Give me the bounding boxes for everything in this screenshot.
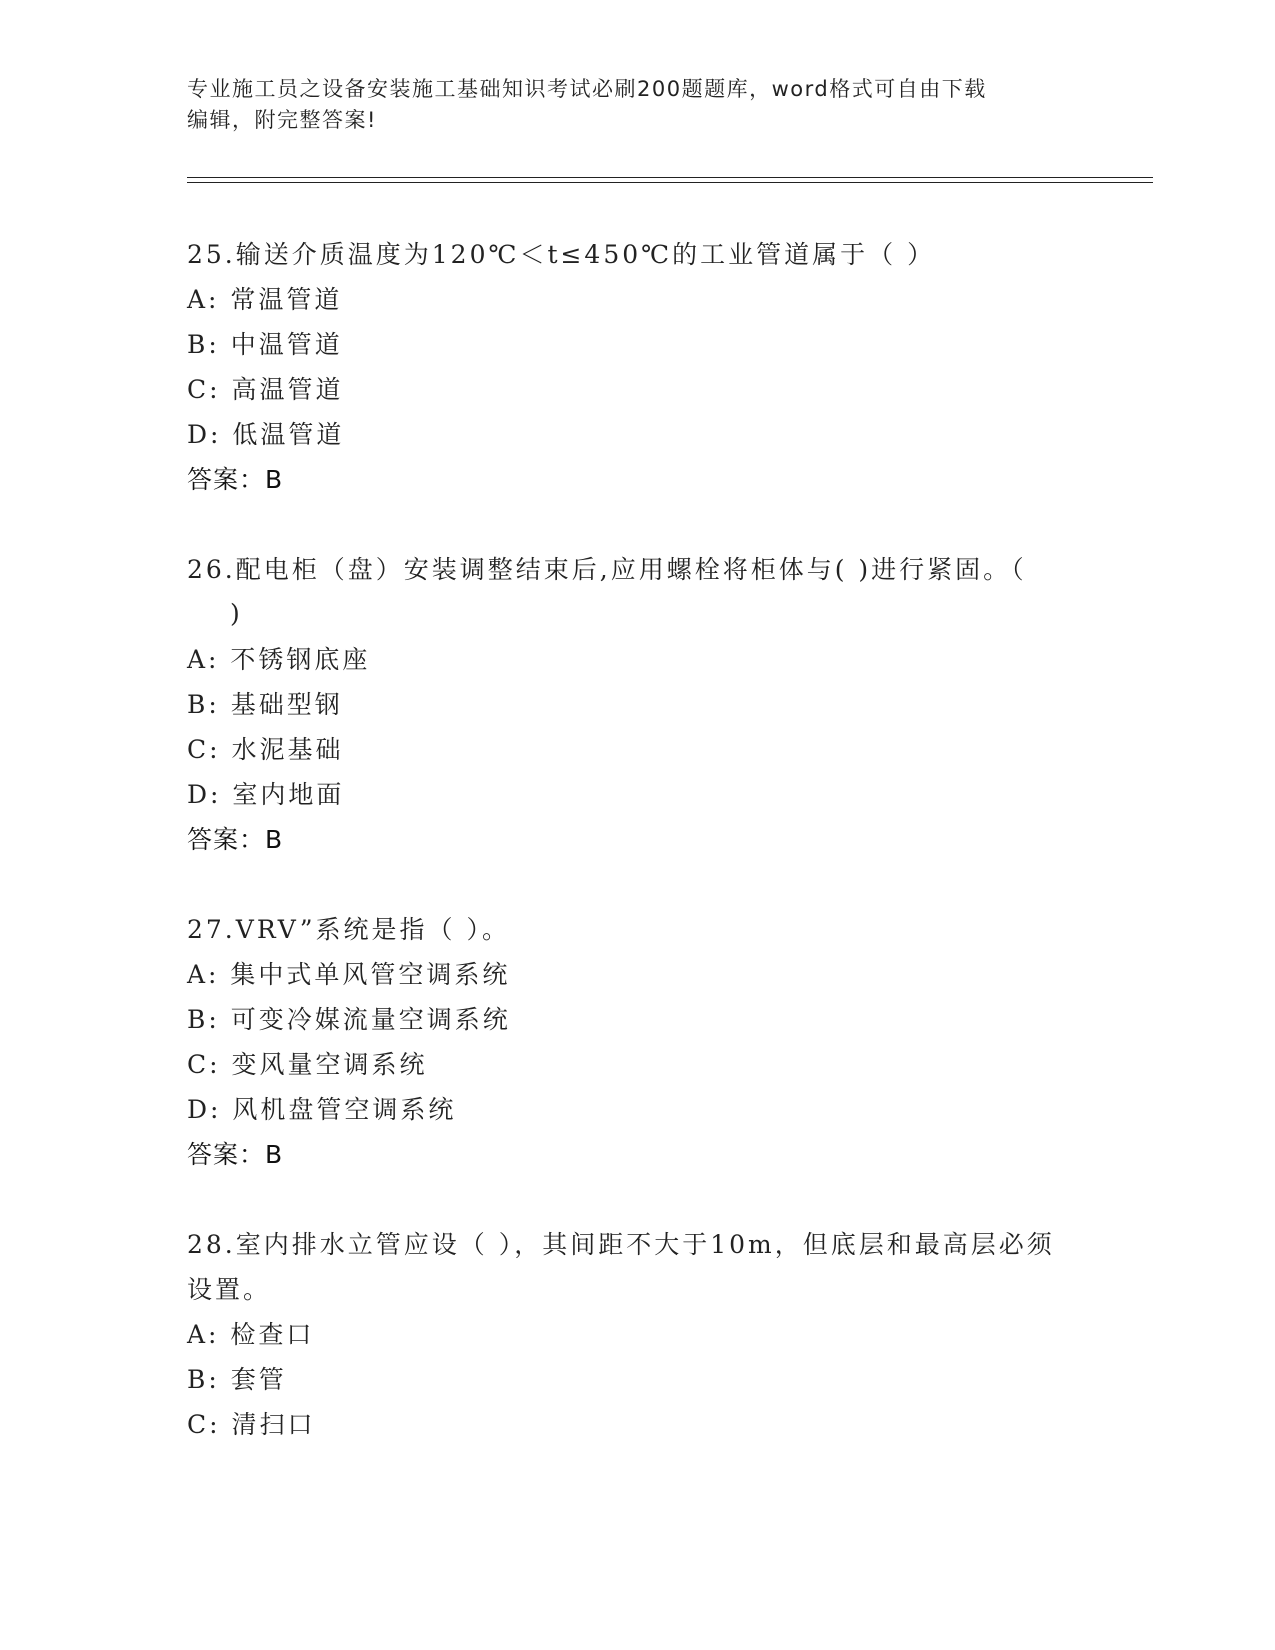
question-25-option-a: A: 常温管道: [187, 285, 343, 314]
question-25-option-c: C: 高温管道: [187, 375, 344, 404]
question-26-answer: 答案：B: [187, 825, 284, 854]
question-27-answer: 答案：B: [187, 1140, 284, 1169]
question-25-option-d: D: 低温管道: [187, 420, 345, 449]
question-25-stem: 25.输送介质温度为120℃＜t≤450℃的工业管道属于（ ）: [187, 240, 936, 269]
header-divider-top: [187, 177, 1153, 178]
header-line-2: 编辑，附完整答案!: [187, 108, 377, 132]
question-27-stem: 27.VRV”系统是指（ ）。: [187, 915, 510, 944]
header-divider-bottom: [187, 182, 1153, 183]
question-27-option-a: A: 集中式单风管空调系统: [187, 960, 511, 989]
header-line-1: 专业施工员之设备安装施工基础知识考试必刷200题题库，word格式可自由下载: [187, 77, 987, 101]
question-26-option-b: B: 基础型钢: [187, 690, 343, 719]
question-28-option-b: B: 套管: [187, 1365, 287, 1394]
question-26-option-a: A: 不锈钢底座: [187, 645, 371, 674]
question-28-option-a: A: 检查口: [187, 1320, 315, 1349]
question-27-option-c: C: 变风量空调系统: [187, 1050, 428, 1079]
question-26-stem: 26.配电柜（盘）安装调整结束后,应用螺栓将柜体与( )进行紧固。（: [187, 555, 1027, 584]
question-27-option-d: D: 风机盘管空调系统: [187, 1095, 457, 1124]
question-25-answer: 答案：B: [187, 465, 284, 494]
question-28-stem: 28.室内排水立管应设（ ），其间距不大于10m，但底层和最高层必须: [187, 1230, 1055, 1259]
document-header: [187, 74, 1067, 136]
question-26-stem-continued: ): [230, 599, 243, 628]
question-28-option-c: C: 清扫口: [187, 1410, 316, 1439]
question-28-stem-continued: 设置。: [187, 1275, 272, 1304]
question-26-option-d: D: 室内地面: [187, 780, 345, 809]
question-25-option-b: B: 中温管道: [187, 330, 343, 359]
question-26-option-c: C: 水泥基础: [187, 735, 344, 764]
question-27-option-b: B: 可变冷媒流量空调系统: [187, 1005, 511, 1034]
